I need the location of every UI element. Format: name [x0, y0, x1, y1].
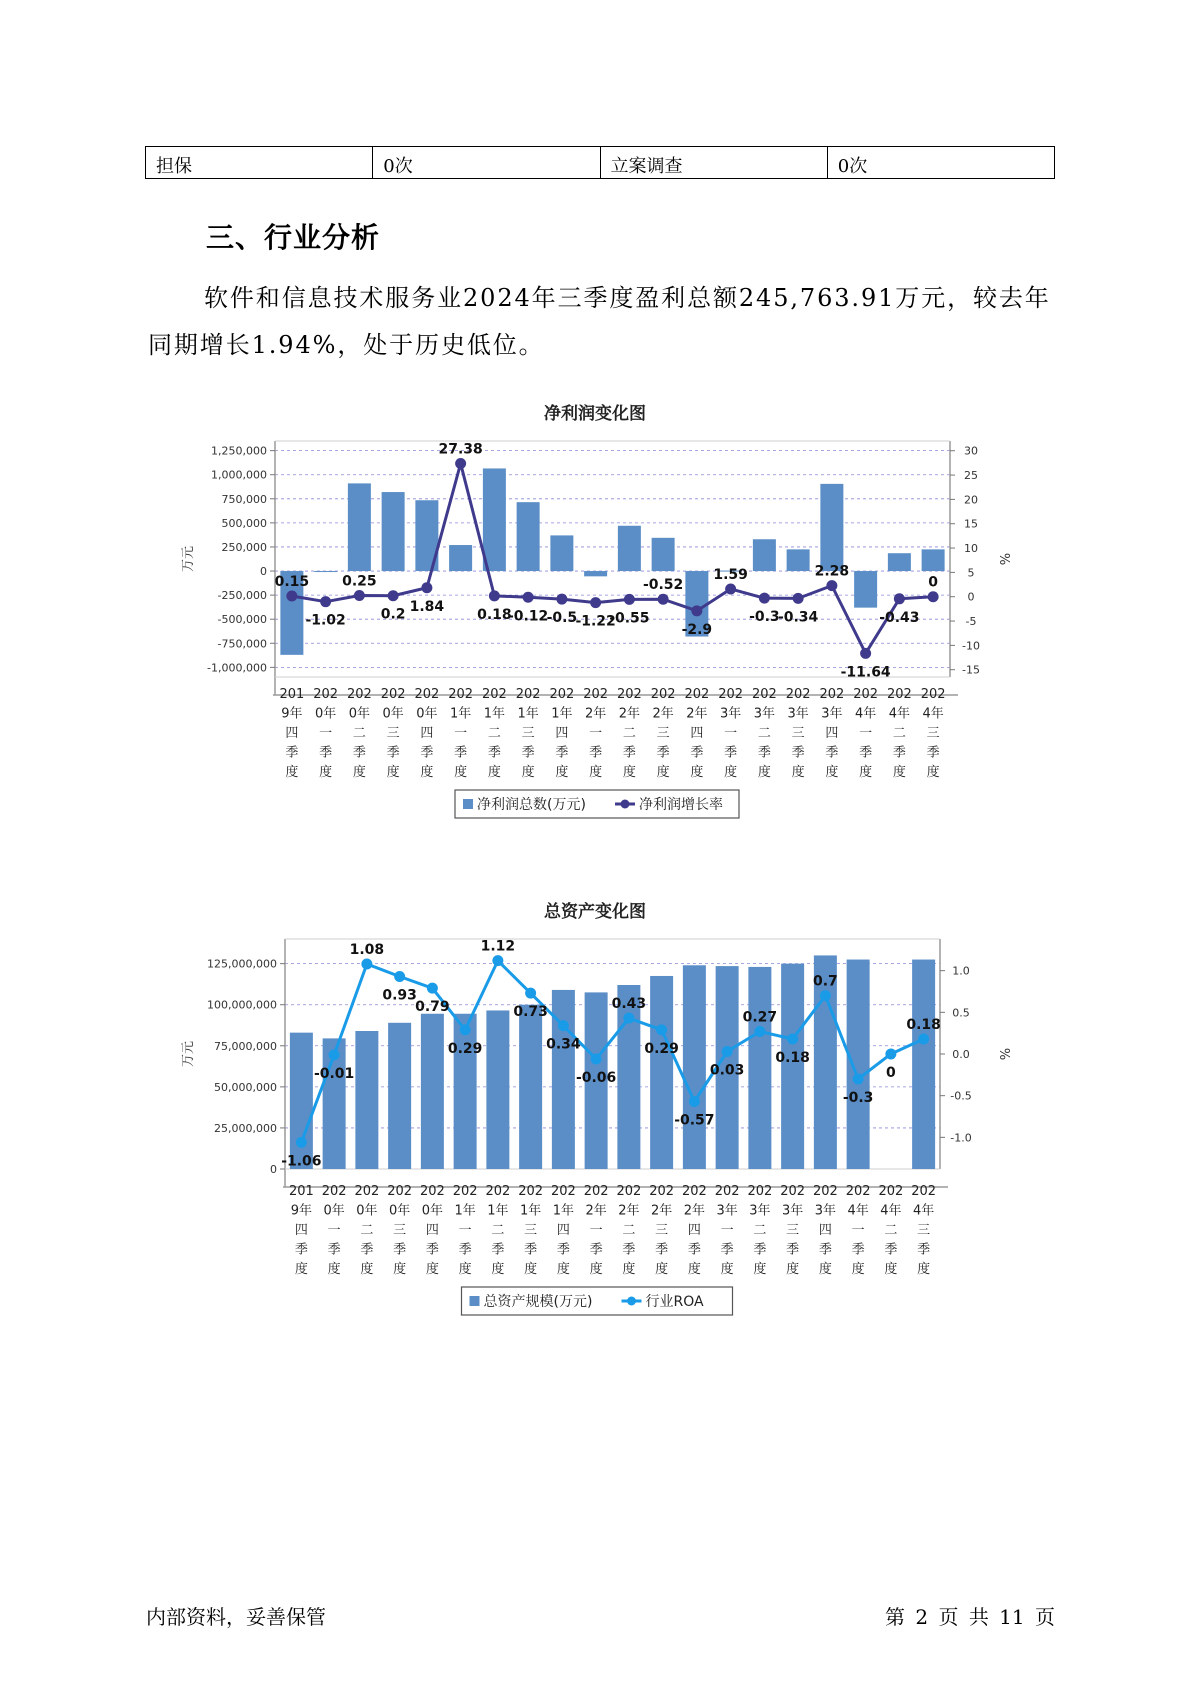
line-point — [460, 1024, 471, 1035]
line-point — [691, 605, 702, 616]
y-tick-label: 50,000,000 — [214, 1080, 277, 1094]
bar — [652, 538, 675, 571]
data-label: 2.28 — [814, 563, 850, 580]
line-point — [329, 1049, 340, 1060]
line-point — [427, 983, 438, 994]
y-axis-label: 万元 — [181, 545, 196, 573]
bar — [486, 1010, 509, 1169]
legend-bar-swatch — [470, 1296, 480, 1306]
data-label: 0.18 — [906, 1017, 941, 1033]
y2-tick-label: -10 — [962, 639, 980, 653]
bar — [483, 468, 506, 571]
data-label: -0.52 — [642, 577, 684, 594]
legend-label: 行业ROA — [645, 1294, 704, 1310]
line-point — [826, 580, 837, 591]
data-label: -0.5 — [546, 610, 578, 627]
x-tick-label: 201 9年四季度 — [279, 687, 305, 780]
data-label: -1.02 — [305, 612, 346, 629]
data-label: -0.01 — [313, 1065, 355, 1082]
chart-title: 净利润变化图 — [544, 404, 646, 424]
data-label: 0.43 — [611, 996, 647, 1013]
y-tick-label: 0 — [270, 1163, 277, 1176]
x-tick-label: 202 2年二季度 — [616, 1184, 642, 1277]
x-tick-label: 202 4年三季度 — [911, 1184, 937, 1277]
data-label: 0.2 — [380, 606, 406, 623]
x-tick-label: 202 0年四季度 — [419, 1184, 445, 1277]
x-tick-label: 202 2年三季度 — [649, 1184, 675, 1277]
line-point — [787, 1034, 798, 1045]
bar — [388, 1023, 411, 1169]
y-tick-label: -500,000 — [217, 613, 267, 627]
bar — [854, 571, 877, 608]
line-point — [624, 594, 635, 605]
line-point — [656, 1024, 667, 1035]
y-tick-label: 25,000,000 — [214, 1121, 277, 1135]
footer-note: 内部资料，妥善保管 — [146, 1605, 326, 1629]
x-tick-label: 201 9年四季度 — [288, 1184, 314, 1277]
line-point — [754, 1026, 765, 1037]
data-label: 1.59 — [713, 566, 748, 583]
bar — [753, 539, 776, 571]
line-point — [860, 648, 871, 659]
x-tick-label: 202 2年一季度 — [583, 1184, 609, 1277]
data-label: 1.12 — [480, 938, 516, 955]
x-tick-label: 202 3年一季度 — [714, 1184, 740, 1277]
x-tick-label: 202 1年三季度 — [515, 687, 541, 780]
bar — [912, 960, 935, 1169]
y-tick-label: 75,000,000 — [214, 1039, 277, 1053]
line-point — [590, 597, 601, 608]
total-assets-chart-svg — [0, 893, 1191, 1348]
y-tick-label: 500,000 — [221, 516, 267, 530]
line-point — [556, 594, 567, 605]
bar — [421, 1014, 444, 1169]
data-label: 0.18 — [775, 1050, 810, 1066]
data-label: 0.29 — [644, 1040, 679, 1057]
bar — [787, 549, 810, 571]
x-tick-label: 202 0年二季度 — [354, 1184, 380, 1277]
line-point — [558, 1020, 569, 1031]
y2-tick-label: 0.5 — [952, 1006, 970, 1020]
x-tick-label: 202 3年二季度 — [751, 687, 777, 780]
x-tick-label: 202 1年一季度 — [448, 687, 474, 780]
data-label: 0.18 — [477, 606, 512, 623]
line-point — [320, 596, 331, 607]
x-tick-label: 202 4年一季度 — [845, 1184, 871, 1277]
bar — [748, 967, 771, 1169]
legend-label: 总资产规模(万元) — [483, 1294, 593, 1310]
y-tick-label: 100,000,000 — [207, 998, 277, 1012]
table-row — [146, 147, 1055, 179]
x-tick-label: 202 4年一季度 — [853, 687, 879, 780]
line-point — [725, 583, 736, 594]
x-tick-label: 202 0年四季度 — [414, 687, 440, 780]
bar — [618, 526, 641, 571]
data-label: 0.29 — [447, 1040, 483, 1057]
x-tick-label: 202 3年三季度 — [780, 1184, 806, 1277]
x-tick-label: 202 4年二季度 — [886, 687, 912, 780]
line-point — [591, 1054, 602, 1065]
line-point — [894, 593, 905, 604]
bar — [650, 976, 673, 1169]
data-label: 0.03 — [709, 1062, 745, 1079]
x-tick-label: 202 2年二季度 — [616, 687, 642, 780]
y2-tick-label: 15 — [964, 517, 978, 531]
x-tick-label: 202 3年二季度 — [747, 1184, 773, 1277]
data-label: 0.27 — [742, 1009, 778, 1026]
bar — [550, 535, 573, 571]
line-point — [296, 1137, 307, 1148]
net-profit-chart — [0, 395, 1191, 850]
data-label: -0.3 — [749, 609, 780, 626]
x-tick-label: 202 1年四季度 — [550, 1184, 576, 1277]
bar — [382, 492, 405, 571]
bar — [683, 965, 706, 1169]
bar — [617, 985, 640, 1169]
x-tick-label: 202 0年一季度 — [313, 687, 339, 780]
page-number: 第 2 页 共 11 页 — [885, 1605, 1055, 1629]
bar — [348, 483, 371, 571]
table-cell: 立案调查 — [600, 147, 827, 179]
info-table — [145, 146, 1055, 179]
data-label: -0.55 — [609, 610, 650, 627]
data-label: 0.73 — [513, 1004, 548, 1021]
data-label: -1.22 — [575, 613, 616, 630]
bar — [847, 960, 870, 1169]
data-label: 1.84 — [409, 598, 445, 615]
legend-label: 净利润总数(万元) — [477, 797, 586, 813]
x-tick-label: 202 2年三季度 — [650, 687, 676, 780]
data-label: 0.34 — [546, 1036, 581, 1053]
y-tick-label: 750,000 — [221, 492, 267, 506]
y2-tick-label: 30 — [964, 444, 978, 458]
line-point — [525, 988, 536, 999]
bar — [584, 571, 607, 576]
x-tick-label: 202 2年一季度 — [583, 687, 609, 780]
line-point — [489, 590, 500, 601]
line-point — [928, 591, 939, 602]
line-point — [394, 971, 405, 982]
legend-label: 净利润增长率 — [639, 797, 723, 813]
data-label: -11.64 — [840, 664, 891, 681]
table-cell: 0次 — [827, 147, 1054, 179]
net-profit-chart-svg — [0, 395, 1191, 850]
legend-bar-swatch — [463, 799, 473, 809]
y-tick-label: -750,000 — [217, 637, 267, 651]
bar — [781, 964, 804, 1169]
y-tick-label: -250,000 — [217, 589, 267, 603]
y2-tick-label: 0 — [967, 590, 975, 604]
y-tick-label: 125,000,000 — [207, 957, 277, 971]
bar — [314, 571, 337, 572]
y-tick-label: -1,000,000 — [207, 661, 267, 675]
line-point — [361, 959, 372, 970]
data-label: 0.25 — [342, 573, 377, 590]
y2-tick-label: 5 — [967, 566, 975, 580]
x-tick-label: 202 2年四季度 — [684, 687, 710, 780]
x-tick-label: 202 4年二季度 — [878, 1184, 904, 1277]
line-point — [286, 590, 297, 601]
line-point — [820, 990, 831, 1001]
y2-tick-label: 10 — [964, 542, 978, 556]
y2-axis-label: % — [996, 552, 1011, 566]
bar — [820, 484, 843, 571]
x-tick-label: 202 1年一季度 — [452, 1184, 478, 1277]
x-tick-label: 202 0年三季度 — [387, 1184, 413, 1277]
data-label: -2.9 — [681, 621, 713, 638]
y2-tick-label: 20 — [964, 493, 978, 507]
line-point — [885, 1049, 896, 1060]
data-label: 0.7 — [812, 973, 838, 990]
y2-tick-label: -5 — [965, 615, 977, 629]
data-label: -1.06 — [281, 1153, 322, 1170]
data-label: -0.06 — [575, 1070, 617, 1086]
section-title: 三、行业分析 — [206, 221, 381, 254]
legend-line-dot — [621, 800, 630, 809]
x-tick-label: 202 1年二季度 — [485, 1184, 511, 1277]
y-tick-label: 0 — [260, 565, 267, 579]
line-point — [759, 593, 770, 604]
y2-tick-label: -1.0 — [950, 1131, 972, 1145]
data-label: -0.3 — [842, 1090, 874, 1106]
bar — [454, 1014, 477, 1169]
x-tick-label: 202 3年三季度 — [785, 687, 811, 780]
line-point — [722, 1046, 733, 1057]
y-tick-label: 1,250,000 — [211, 444, 267, 458]
x-tick-label: 202 3年四季度 — [812, 1184, 838, 1277]
x-tick-label: 202 0年三季度 — [380, 687, 406, 780]
y-axis-label: 万元 — [181, 1040, 196, 1068]
x-tick-label: 202 2年四季度 — [681, 1184, 707, 1277]
data-label: 0.15 — [274, 573, 310, 590]
y2-tick-label: -15 — [962, 663, 980, 677]
x-tick-label: 202 1年三季度 — [518, 1184, 544, 1277]
bar — [449, 545, 472, 571]
chart-title: 总资产变化图 — [544, 902, 646, 922]
total-assets-chart — [0, 893, 1191, 1348]
table-cell: 0次 — [373, 147, 600, 179]
data-label: 27.38 — [438, 441, 483, 458]
data-label: 0 — [886, 1065, 896, 1081]
data-label: 0.93 — [382, 987, 417, 1004]
data-label: -0.57 — [674, 1112, 715, 1129]
y-tick-label: 250,000 — [221, 540, 267, 554]
y2-axis-label: % — [996, 1047, 1011, 1061]
line-point — [523, 592, 534, 603]
line-point — [388, 590, 399, 601]
x-tick-label: 202 3年四季度 — [819, 687, 845, 780]
y2-tick-label: 1.0 — [952, 964, 970, 978]
x-tick-label: 202 1年二季度 — [481, 687, 507, 780]
line-point — [455, 458, 466, 469]
bar — [517, 502, 540, 571]
bar — [355, 1031, 378, 1169]
y2-tick-label: 0.0 — [952, 1048, 970, 1061]
data-label: 0.79 — [415, 999, 450, 1016]
bar — [922, 549, 945, 571]
data-label: -0.43 — [879, 609, 920, 626]
x-tick-label: 202 4年三季度 — [920, 687, 946, 780]
line-point — [853, 1074, 864, 1085]
x-tick-label: 202 0年一季度 — [321, 1184, 347, 1277]
x-tick-label: 202 0年二季度 — [346, 687, 372, 780]
data-label: 0 — [928, 574, 938, 591]
bar — [290, 1033, 313, 1169]
data-label: 1.08 — [349, 942, 385, 958]
line-point — [492, 955, 503, 966]
line-point — [421, 582, 432, 593]
line-point — [658, 594, 669, 605]
y2-tick-label: -0.5 — [950, 1089, 972, 1103]
line-point — [354, 590, 365, 601]
legend-line-dot — [627, 1297, 636, 1306]
data-label: -0.34 — [777, 609, 819, 626]
bar — [519, 1005, 542, 1169]
line-point — [918, 1034, 929, 1045]
table-cell: 担保 — [146, 147, 373, 179]
analysis-paragraph: 软件和信息技术服务业2024年三季度盈利总额245,763.91万元，较去年同期增长1.94%，处于历史低位。 — [148, 284, 1051, 359]
bar — [888, 553, 911, 571]
x-tick-label: 202 3年一季度 — [718, 687, 744, 780]
y2-tick-label: 25 — [964, 469, 978, 483]
line-point — [689, 1096, 700, 1107]
x-tick-label: 202 1年四季度 — [549, 687, 575, 780]
data-label: -0.12 — [507, 608, 549, 625]
line-point — [793, 593, 804, 604]
y-tick-label: 1,000,000 — [211, 468, 267, 482]
line-point — [623, 1013, 634, 1024]
